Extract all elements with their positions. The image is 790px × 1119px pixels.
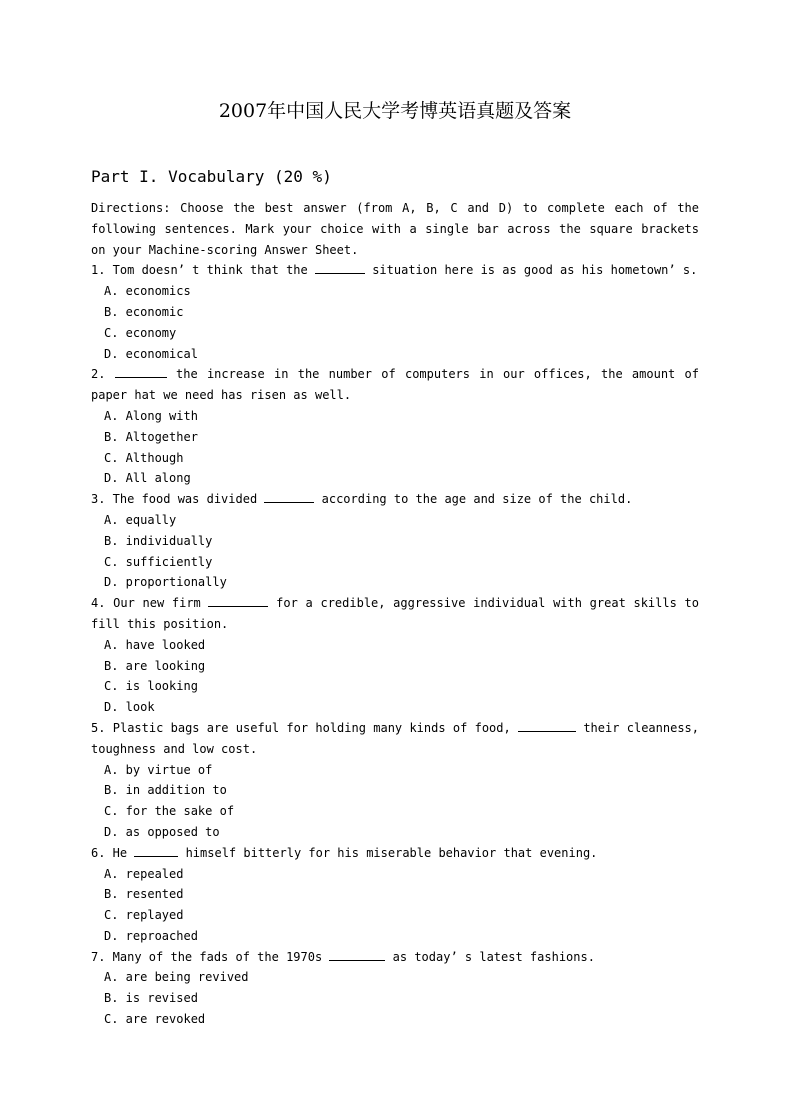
option-b: B. resented [104, 887, 184, 902]
question-number: 6. [91, 845, 106, 860]
option-a: A. have looked [104, 637, 206, 652]
option-b: B. individually [104, 533, 213, 548]
question-text-after: for a credible, aggressive individual with great skills to fill this position. [91, 596, 699, 631]
option-d: D. reproached [104, 928, 198, 943]
question-text-after: according to the age and size of the child. [314, 492, 633, 507]
option-d: D. economical [104, 346, 198, 361]
option-b: B. Altogether [104, 429, 198, 444]
question-item [91, 593, 699, 718]
question-number: 2. [91, 367, 106, 382]
question-number: 4. [91, 596, 106, 611]
option-d: D. as opposed to [104, 824, 220, 839]
question-text-before: Plastic bags are useful for holding many kinds of food, [105, 720, 519, 735]
question-number: 3. [91, 492, 106, 507]
option-c: C. are revoked [104, 1012, 206, 1027]
option-c: C. economy [104, 325, 177, 340]
option-a: A. Along with [104, 408, 198, 423]
option-list [91, 281, 699, 364]
question-stem [91, 364, 699, 406]
answer-blank [329, 948, 385, 961]
question-text-before: Our new firm [105, 596, 209, 611]
question-stem [91, 843, 699, 864]
question-number: 5. [91, 720, 106, 735]
option-b: B. are looking [104, 658, 206, 673]
answer-blank [264, 490, 314, 503]
option-list [91, 635, 699, 718]
answer-blank [518, 719, 576, 732]
question-stem [91, 489, 699, 510]
question-text-before: Many of the fads of the 1970s [105, 949, 330, 964]
question-item [91, 260, 699, 364]
option-c: C. Although [104, 450, 184, 465]
question-item [91, 364, 699, 489]
option-list [91, 864, 699, 947]
option-list [91, 760, 699, 843]
question-text-before: He [105, 845, 135, 860]
option-b: B. in addition to [104, 783, 227, 798]
question-item [91, 843, 699, 947]
answer-blank [134, 844, 178, 857]
answer-blank [208, 594, 268, 607]
option-c: C. is looking [104, 679, 198, 694]
option-list [91, 406, 699, 489]
question-text-after: as today’ s latest fashions. [385, 949, 595, 964]
question-text-after: the increase in the number of computers in our offices, the amount of paper hat we need has risen as well. [91, 367, 699, 403]
option-list [91, 510, 699, 593]
question-stem [91, 718, 699, 760]
question-text-before: The food was divided [105, 492, 265, 507]
option-b: B. is revised [104, 991, 198, 1006]
question-stem [91, 593, 699, 635]
answer-blank [315, 261, 365, 274]
option-a: A. repealed [104, 866, 184, 881]
option-a: A. are being revived [104, 970, 249, 985]
option-list [91, 967, 699, 1029]
question-item [91, 947, 699, 1030]
document-title: 2007年中国人民大学考博英语真题及答案 [218, 100, 572, 122]
option-c: C. sufficiently [104, 554, 213, 569]
question-text-before [105, 367, 114, 381]
question-number: 7. [91, 949, 106, 964]
option-b: B. economic [104, 304, 184, 319]
option-d: D. All along [104, 471, 191, 486]
question-item [91, 489, 699, 593]
option-c: C. for the sake of [104, 804, 235, 819]
option-a: A. by virtue of [104, 762, 213, 777]
question-stem [91, 947, 699, 968]
question-number: 1. [91, 263, 106, 278]
section-heading: Part I. Vocabulary (20 %) [91, 167, 332, 186]
option-a: A. economics [104, 284, 191, 299]
question-text-after: situation here is as good as his hometown’ s. [364, 263, 698, 278]
directions-paragraph: Directions: Choose the best answer (from A, B, C and D) to complete each of the following sentences. Mark your choice with a single bar across the square brackets on your Machine-scoring Answer Sheet. [91, 201, 699, 257]
question-stem [91, 260, 699, 281]
question-text-after: their cleanness, toughness and low cost. [91, 720, 699, 756]
question-text-after: himself bitterly for his miserable behavior that evening. [178, 845, 598, 860]
option-c: C. replayed [104, 908, 184, 923]
option-a: A. equally [104, 512, 177, 527]
answer-blank [115, 365, 167, 378]
option-d: D. look [104, 700, 155, 715]
option-d: D. proportionally [104, 575, 227, 590]
question-item [91, 718, 699, 843]
document-body [91, 198, 699, 1030]
question-text-before: Tom doesn’ t think that the [105, 263, 315, 278]
